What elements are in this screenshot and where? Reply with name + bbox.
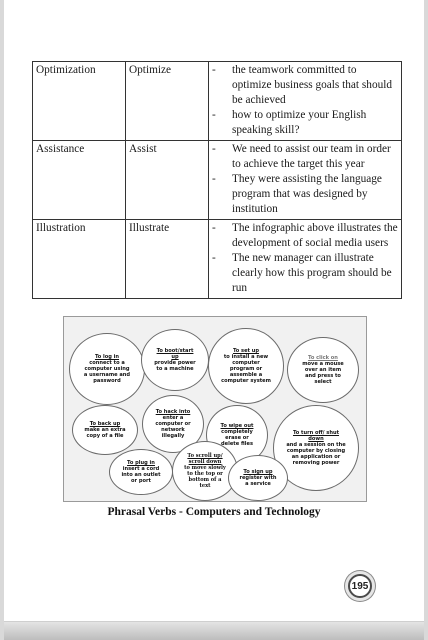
bubble-definition: make an extra copy of a file [84,426,126,440]
noun-cell: Optimization [33,62,126,141]
bubble-definition: and a session on the computer by closing an application or removing power [286,441,346,467]
diagram-caption: Phrasal Verbs - Computers and Technology [107,506,321,518]
bubble-log-in [69,333,145,405]
example-dash: - [212,109,216,121]
bubble-definition: enter a computer or network illegally [155,414,191,440]
example-item [212,142,398,172]
example-item [212,251,398,296]
example-dash: - [212,252,216,264]
example-dash: - [212,143,216,155]
table-row [33,220,402,299]
bubble-term: To plug in [127,459,155,466]
bubble-term: To boot/start up [156,347,194,360]
bubble-term: To hack into [155,408,191,415]
bubble-plug-in [109,449,173,495]
example-text: the teamwork committed to optimize business goals that should be achieved [232,64,393,106]
bubble-click-on [287,337,359,403]
examples-cell [209,62,402,141]
bubble-back-up [72,405,138,455]
bubble-term: To wipe out [220,422,254,429]
bubble-set-up [208,328,284,404]
bubble-term: To turn off/ shut down [292,429,340,442]
bubble-definition: to move slowly to the top or bottom of a text [184,464,226,490]
page-footer-band [4,621,424,640]
example-item [212,172,398,217]
bubble-definition: completely erase or delete files [221,428,253,448]
verb-cell: Illustrate [126,220,209,299]
example-text: how to optimize your English speaking skill? [232,109,367,136]
phrasal-verbs-diagram [63,316,367,502]
example-text: The infographic above illustrates the development of social media users [232,222,398,249]
document-page [4,0,424,640]
example-dash: - [212,173,216,185]
examples-cell [209,220,402,299]
bubble-term: To back up [89,420,121,427]
bubble-term: To sign up [243,468,273,475]
bubble-definition: connect to a computer using a username and password [83,359,131,385]
bubble-term: To click on [308,354,338,361]
bubble-term: To set up [232,347,260,354]
table-row [33,62,402,141]
example-dash: - [212,64,216,76]
bubble-boot-start-up [141,329,209,391]
page-number: 195 [348,574,372,598]
verb-cell: Assist [126,141,209,220]
example-text: We need to assist our team in order to achieve the target this year [232,143,391,170]
vocabulary-table [32,61,402,299]
noun-cell: Illustration [33,220,126,299]
example-item [212,108,398,138]
bubble-term: To log in [94,353,120,360]
verb-cell: Optimize [126,62,209,141]
example-item [212,63,398,108]
example-text: They were assisting the language program that was designed by institution [232,173,382,215]
bubble-definition: to install a new computer program or assemble a computer system [221,353,271,385]
bubble-definition: register with a service [239,474,277,488]
bubble-definition: move a mouse over an item and press to select [302,360,344,386]
bubble-sign-up [228,455,288,501]
table-row [33,141,402,220]
bubble-definition: provide power to a machine [154,360,196,373]
bubble-term: To scroll up/ scroll down [187,452,223,465]
example-item [212,221,398,251]
example-text: The new manager can illustrate clearly how this program should be run [232,252,392,294]
examples-cell [209,141,402,220]
bubble-definition: insert a cord into an outlet or port [121,465,161,485]
example-dash: - [212,222,216,234]
noun-cell: Assistance [33,141,126,220]
